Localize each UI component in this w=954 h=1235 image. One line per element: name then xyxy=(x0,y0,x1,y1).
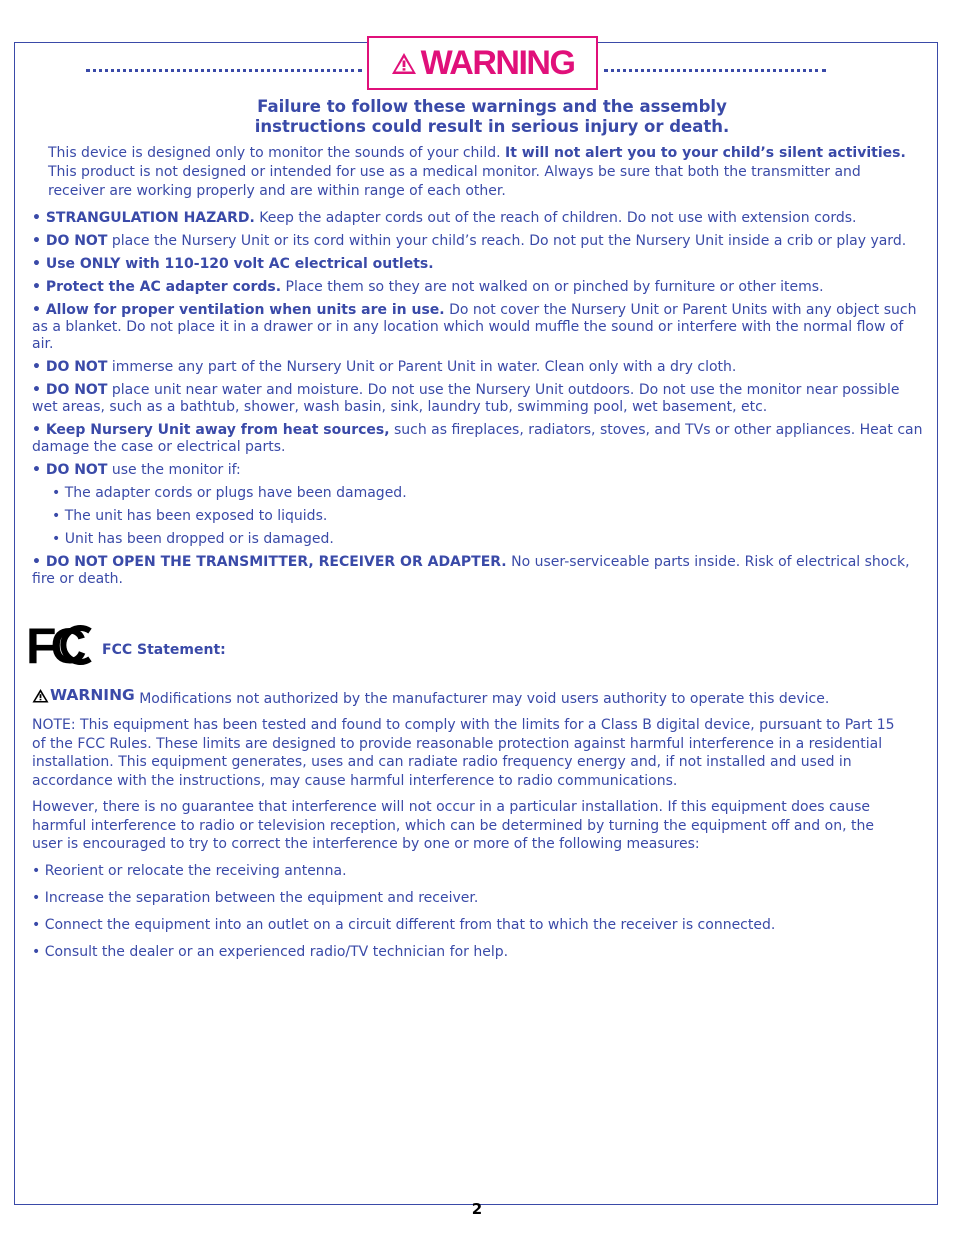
bullet-label: • DO NOT xyxy=(32,462,108,478)
fcc-logo-icon xyxy=(26,621,94,669)
bullet-label: • Allow for proper ventilation when units are in use. xyxy=(32,302,445,318)
list-item xyxy=(32,256,927,273)
bullet-text: immerse any part of the Nursery Unit or Parent Unit in water. Clean only with a dry cloth. xyxy=(107,359,737,375)
list-item xyxy=(32,422,927,456)
list-item: • Consult the dealer or an experienced radio/TV technician for help. xyxy=(32,943,509,960)
intro-paragraph xyxy=(48,144,920,201)
bullet-label: • Keep Nursery Unit away from heat sources, xyxy=(32,422,390,438)
warning-title: WARNING xyxy=(420,44,575,82)
bullet-text: place the Nursery Unit or its cord within your child’s reach. Do not put the Nursery Unit inside a crib or play yard. xyxy=(107,233,907,249)
list-item xyxy=(32,210,927,227)
headline xyxy=(0,97,954,137)
list-item xyxy=(32,279,927,296)
fcc-title: FCC Statement: xyxy=(102,642,226,658)
list-item: • Increase the separation between the equipment and receiver. xyxy=(32,889,479,906)
inline-warning xyxy=(32,686,135,705)
intro-text-a: This device is designed only to monitor the sounds of your child. xyxy=(48,145,505,161)
bullet-text: No user-serviceable parts inside. Risk of electrical shock, fire or death. xyxy=(32,554,910,587)
sub-list-item: • Unit has been dropped or is damaged. xyxy=(52,531,334,547)
bullet-text: place unit near water and moisture. Do not use the Nursery Unit outdoors. Do not use the monitor near possible wet areas, such as a bathtub, shower, wash basin, sink, laundry tub, swimming pool, wet basement, etc. xyxy=(32,382,900,415)
list-item xyxy=(32,554,927,588)
bullet-label: • DO NOT xyxy=(32,382,108,398)
list-item: • Reorient or relocate the receiving antenna. xyxy=(32,862,347,879)
bullet-label: • DO NOT OPEN THE TRANSMITTER, RECEIVER OR ADAPTER. xyxy=(32,554,507,570)
fcc-note: NOTE: This equipment has been tested and found to comply with the limits for a Class B digital device, pursuant to Part 15 of the FCC Rules. These limits are designed to provide reasonable protection against harmful interference in a residential installation. This equipment generates, uses and can radiate radio frequency energy and, if not installed and used in accordance with the instructions, may cause harmful interference to radio communications. xyxy=(32,717,895,789)
warning-triangle-icon xyxy=(391,51,417,75)
fcc-however: However, there is no guarantee that interference will not occur in a particular installation. If this equipment does cause harmful interference to radio or television reception, which can be determined by turning the equipment off and on, the user is encouraged to try to correct the interference by one or more of the following measures: xyxy=(32,799,874,853)
warning-banner xyxy=(367,36,598,90)
bullet-text: Do not cover the Nursery Unit or Parent Units with any object such as a blanket. Do not place it in a drawer or in any location which would muffle the sound or interfere with the normal flow of air. xyxy=(32,302,917,352)
inline-warning-label: WARNING xyxy=(50,686,135,704)
bullet-text: Keep the adapter cords out of the reach of children. Do not use with extension cords. xyxy=(254,210,857,226)
bullet-label: • DO NOT xyxy=(32,359,108,375)
list-item xyxy=(32,302,927,353)
svg-text:FC: FC xyxy=(26,621,81,669)
list-item xyxy=(32,233,927,250)
bullet-label: • STRANGULATION HAZARD. xyxy=(32,210,255,226)
headline-line-1: Failure to follow these warnings and the assembly xyxy=(257,97,727,116)
fcc-header xyxy=(26,621,226,669)
page-number: 2 xyxy=(471,1200,483,1218)
intro-text-bold: It will not alert you to your child’s silent activities. xyxy=(505,145,906,161)
fcc-warning-text: Modifications not authorized by the manufacturer may void users authority to operate this device. xyxy=(134,690,830,707)
warning-triangle-icon xyxy=(32,688,49,703)
list-item xyxy=(32,382,927,416)
dotted-rule-right xyxy=(604,69,826,72)
intro-text-b: This product is not designed or intended for use as a medical monitor. Always be sure that both the transmitter and receiver are working properly and are within range of each other. xyxy=(48,164,861,199)
dotted-rule-left xyxy=(86,69,362,72)
bullet-text: Place them so they are not walked on or pinched by furniture or other items. xyxy=(281,279,824,295)
bullet-label: • Use ONLY with 110-120 volt AC electrical outlets. xyxy=(32,256,434,272)
bullet-text: use the monitor if: xyxy=(107,462,241,478)
list-item xyxy=(32,359,927,376)
list-item xyxy=(32,462,927,479)
sub-list-item: • The unit has been exposed to liquids. xyxy=(52,508,328,524)
headline-line-2: instructions could result in serious injury or death. xyxy=(254,117,730,136)
bullet-text: such as fireplaces, radiators, stoves, and TVs or other appliances. Heat can damage the case or electrical parts. xyxy=(32,422,923,455)
fcc-body xyxy=(32,686,902,970)
bullet-label: • Protect the AC adapter cords. xyxy=(32,279,282,295)
list-item: • Connect the equipment into an outlet on a circuit different from that to which the receiver is connected. xyxy=(32,916,776,933)
fcc-warning-line xyxy=(32,686,902,708)
sub-list-item: • The adapter cords or plugs have been damaged. xyxy=(52,485,407,501)
warning-bullets xyxy=(32,210,927,594)
bullet-label: • DO NOT xyxy=(32,233,108,249)
